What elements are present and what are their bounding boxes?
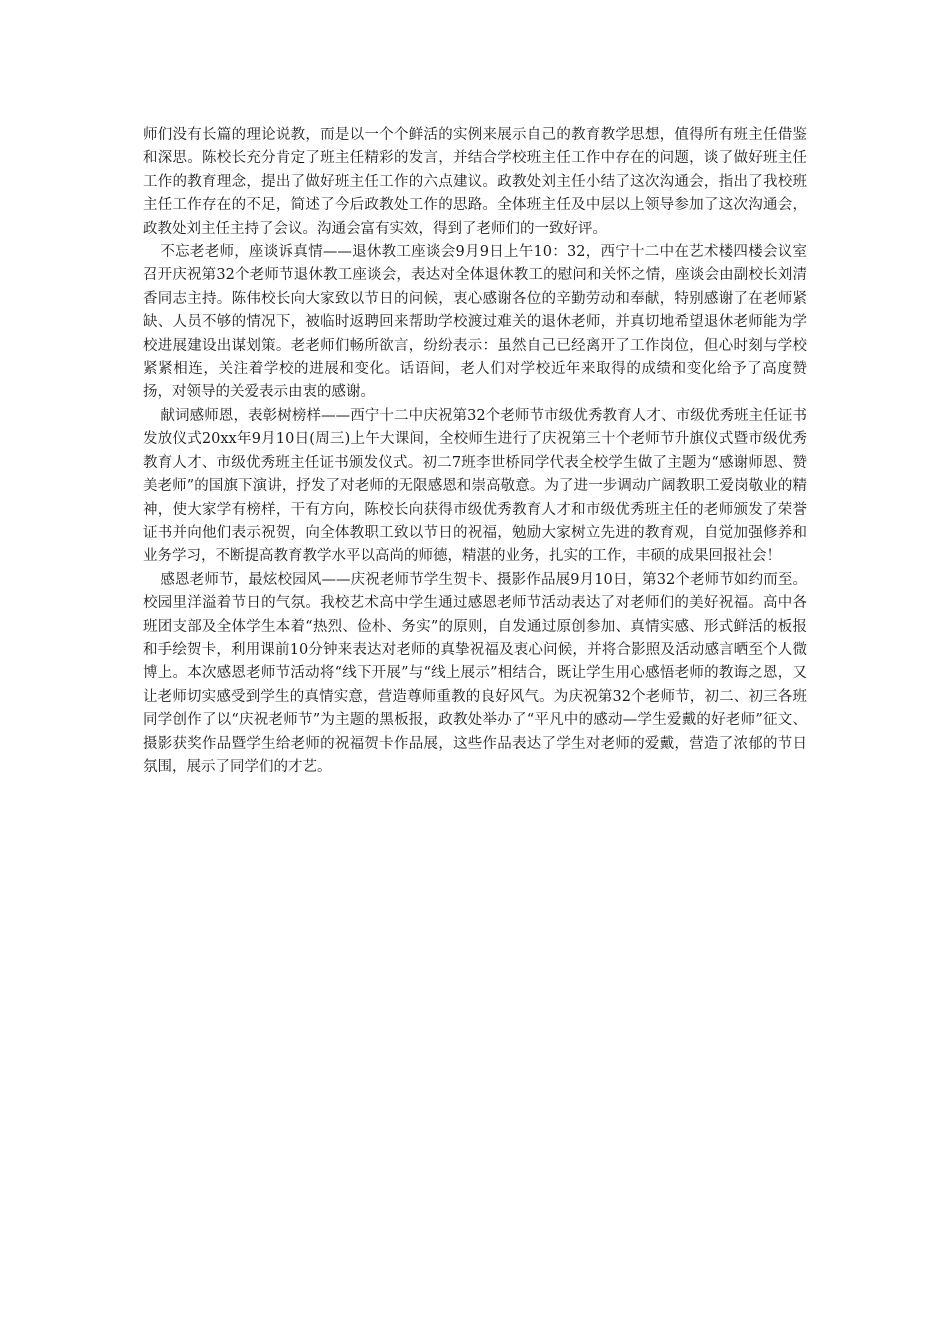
paragraph-student-card-exhibition: 感恩老师节，最炫校园风——庆祝老师节学生贺卡、摄影作品展9月10日，第32个老师节如约而至。校园里洋溢着节日的气氛。我校艺术高中学生通过感恩老师节活动表达了对老师们的美好祝福。高中各班团支部及全体学生本着“热烈、俭朴、务实”的原则，自发通过原创参加、真情实感、形式鲜活的板报和手绘贺卡，利用课前10分钟来表达对老师的真挚祝福及衷心问候，并将合影照及活动感言晒至个人微博上。本次感恩老师节活动将“线下开展”与“线上展示”相结合，既让学生用心感悟老师的教诲之恩，又让老师切实感受到学生的真情实意，营造尊师重教的良好风气。为庆祝第32个老师节，初二、初三各班同学创作了以“庆祝老师节”为主题的黑板报，政教处举办了“平凡中的感动—学生爱戴的好老师”征文、摄影获奖作品暨学生给老师的祝福贺卡作品展，这些作品表达了学生对老师的爱戴，营造了浓郁的节日氛围，展示了同学们的才艺。 [143, 571, 807, 775]
document-body [143, 124, 807, 779]
paragraph-retired-staff-forum: 不忘老老师，座谈诉真情——退休教工座谈会9月9日上午10：32，西宁十二中在艺术楼四楼会议室召开庆祝第32个老师节退休教工座谈会，表达对全体退休教工的慰问和关怀之情，座谈会由副校长刘清香同志主持。陈伟校长向大家致以节日的问候，衷心感谢各位的辛勤劳动和奉献，特别感谢了在老师紧缺、人员不够的情况下，被临时返聘回来帮助学校渡过难关的退休老师，并真切地希望退休老师能为学校进展建设出谋划策。老老师们畅所欲言，纷纷表示：虽然自己已经离开了工作岗位，但心时刻与学校紧紧相连，关注着学校的进展和变化。话语间，老人们对学校近年来取得的成绩和变化给予了高度赞扬，对领导的关爱表示由衷的感谢。 [143, 244, 807, 401]
paragraph-class-teacher-meeting: 师们没有长篇的理论说教，而是以一个个鲜活的实例来展示自己的教育教学思想，值得所有班主任借鉴和深思。陈校长充分肯定了班主任精彩的发言，并结合学校班主任工作中存在的问题，谈了做好班主任工作的教育理念，提出了做好班主任工作的六点建议。政教处刘主任小结了这次沟通会，指出了我校班主任工作存在的不足，简述了今后政教处工作的思路。全体班主任及中层以上领导参加了这次沟通会，政教处刘主任主持了会议。沟通会富有实效，得到了老师们的一致好评。 [143, 127, 807, 237]
paragraph-award-ceremony: 献词感师恩，表彰树榜样——西宁十二中庆祝第32个老师节市级优秀教育人才、市级优秀班主任证书发放仪式20xx年9月10日(周三)上午大课间，全校师生进行了庆祝第三十个老师节升旗仪式暨市级优秀教育人才、市级优秀班主任证书颁发仪式。初二7班李世桥同学代表全校学生做了主题为“感谢师恩、赞美老师”的国旗下演讲，抒发了对老师的无限感恩和崇高敬意。为了进一步调动广阔教职工爱岗敬业的精神，使大家学有榜样，干有方向，陈校长向获得市级优秀教育人才和市级优秀班主任的老师颁发了荣誉证书并向他们表示祝贺，向全体教职工致以节日的祝福，勉励大家树立先进的教育观，自觉加强修养和业务学习，不断提高教育教学水平以高尚的师德，精湛的业务，扎实的工作，丰硕的成果回报社会！ [143, 407, 807, 565]
